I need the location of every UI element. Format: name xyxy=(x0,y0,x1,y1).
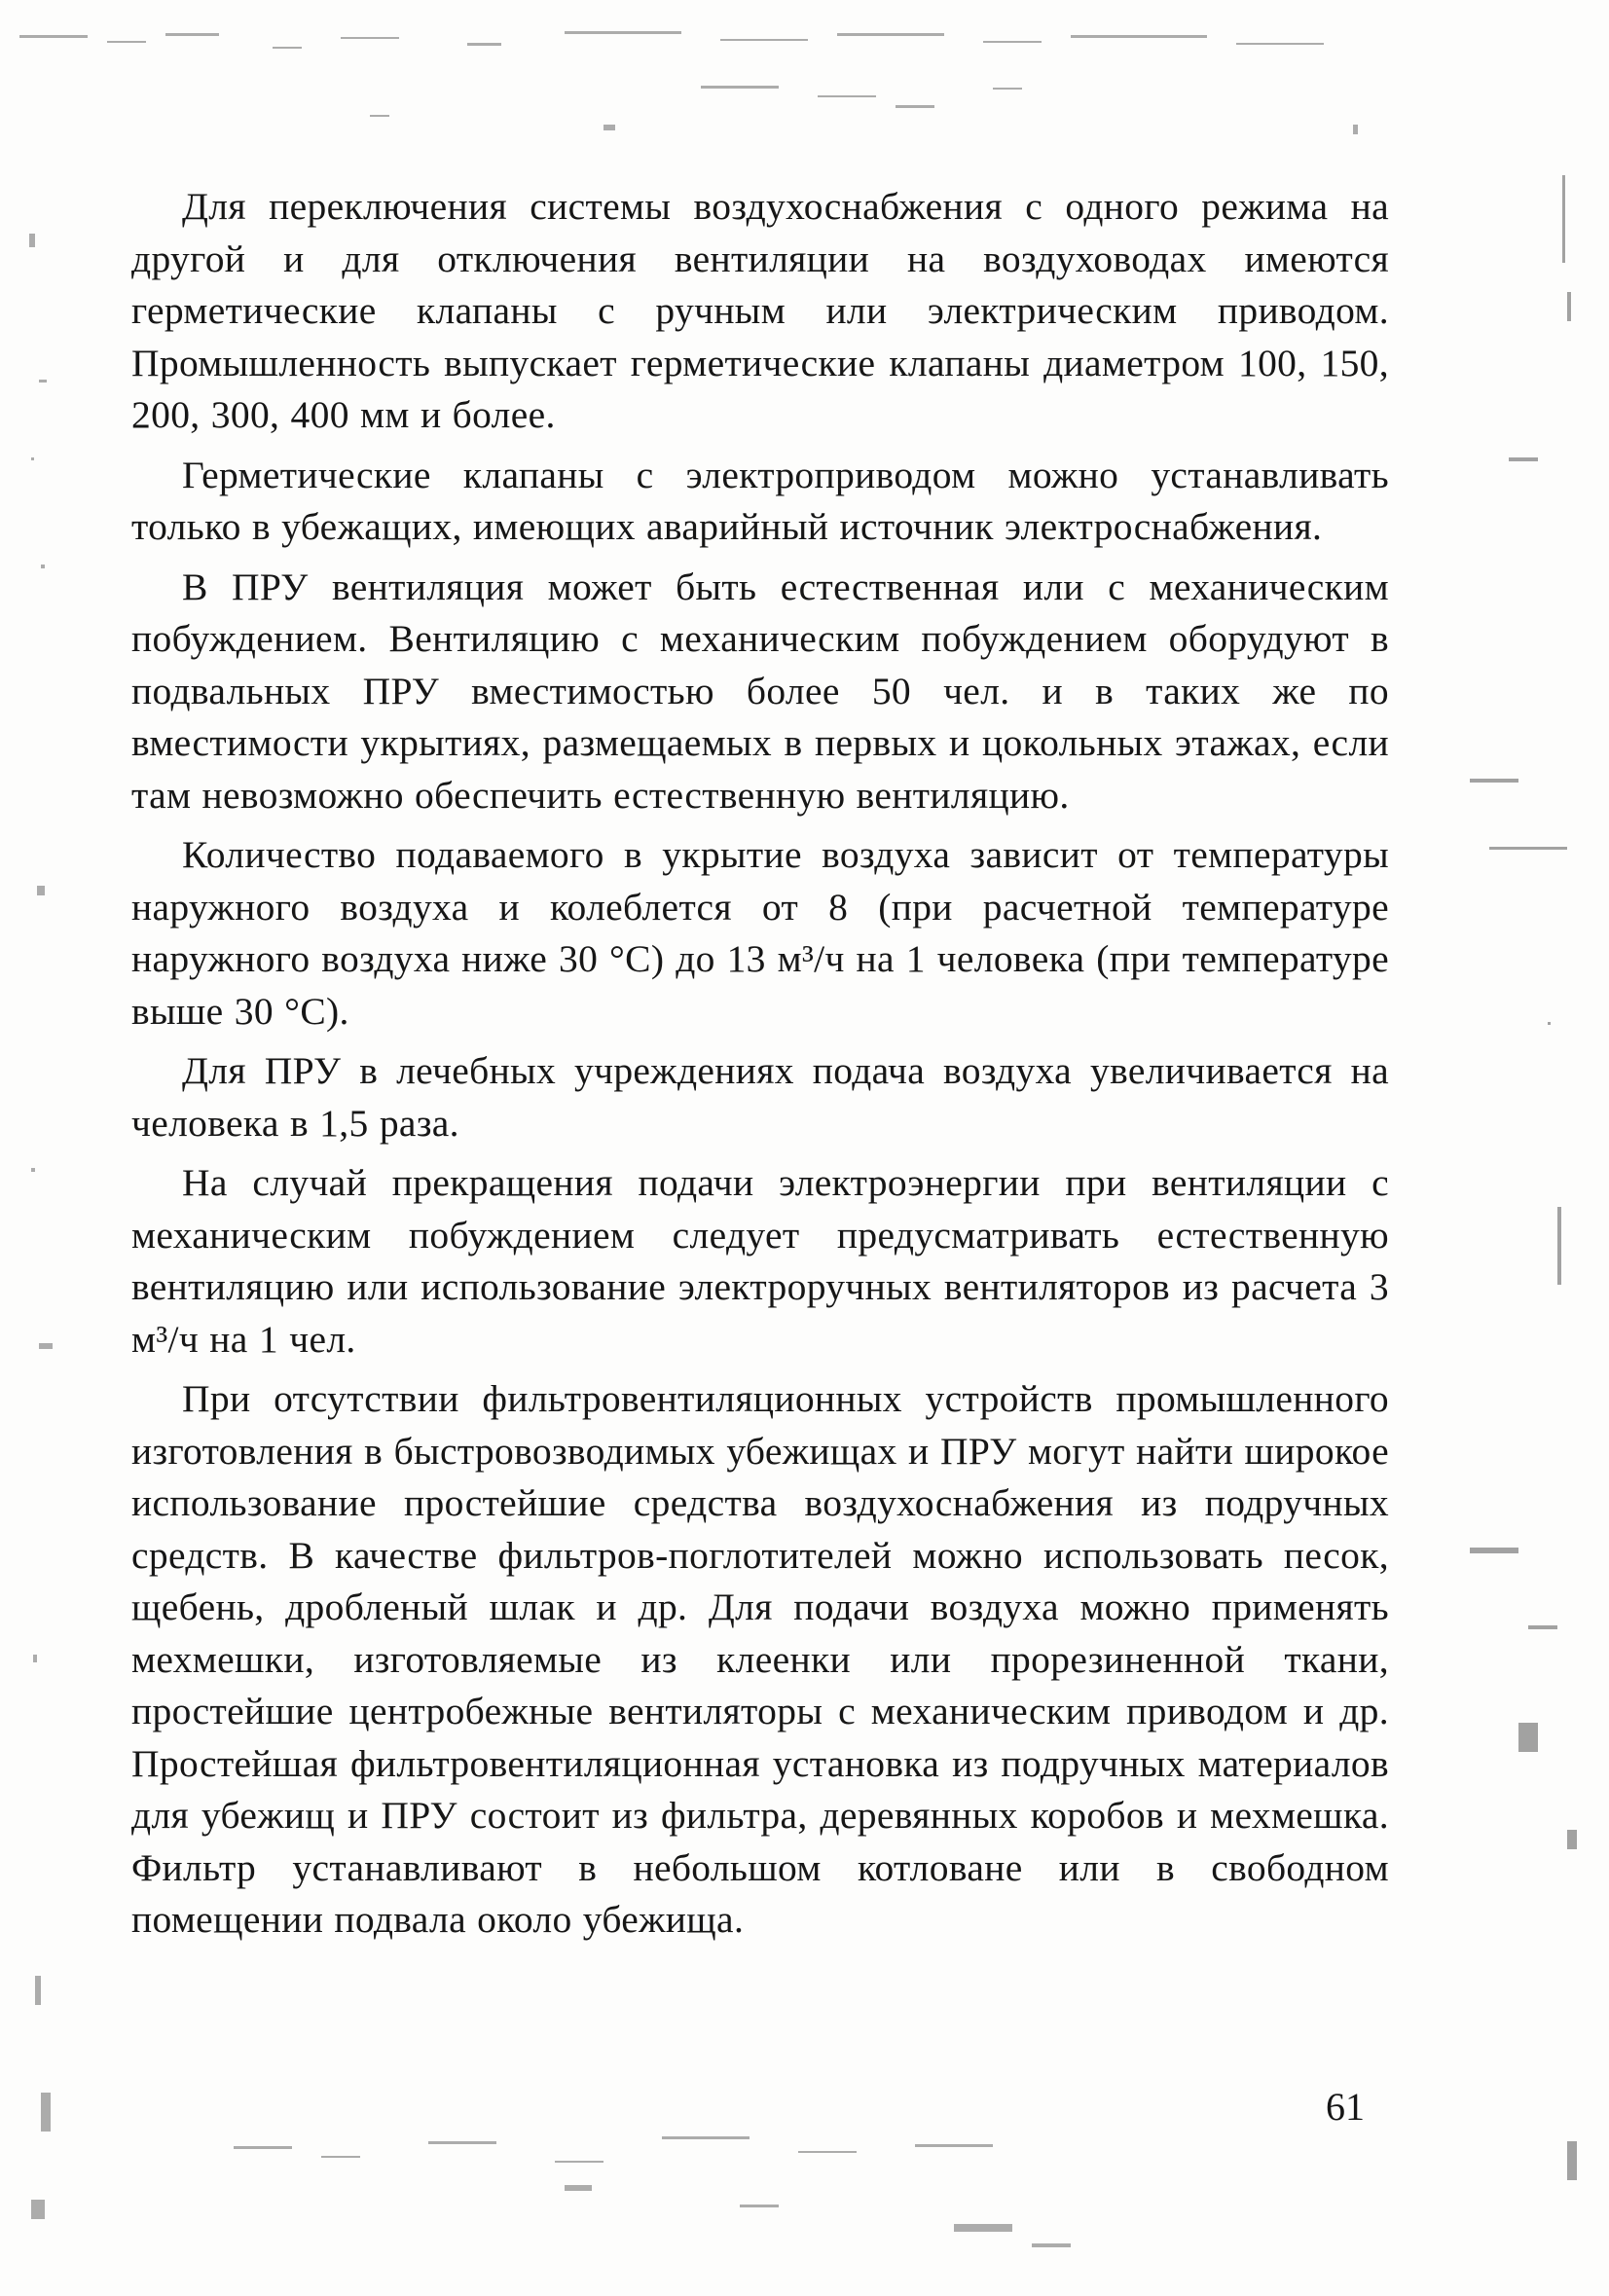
paragraph-electric-valves: Герметические клапаны с электроприводом можно устанавливать только в убежащих, имеющих аварийный источник электроснабжения. xyxy=(131,453,1389,548)
paragraph-improvised-means: При отсутствии фильтровентиляционных устройств промышленного изготовления в быстровозводимых убежищах и ПРУ могут найти широкое использование простейшие средства воздухоснабжения из подручных средств. В качестве фильтров-поглотителей можно использовать песок, щебень, дробленый шлак и др. Для подачи воздуха можно применять мехмешки, изготовляемые из клеенки или прорезиненной ткани, простейшие центробежные вентиляторы с механическим приводом и др. Простейшая фильтровентиляционная установка из подручных материалов для убежищ и ПРУ состоит из фильтра, деревянных коробов и мехмешка. Фильтр устанавливают в небольшом котловане или в свободном помещении подвала около убежища. xyxy=(131,1377,1389,1941)
scan-noise-top xyxy=(19,27,1382,144)
paragraph-pru-ventilation: В ПРУ вентиляция может быть естественная или с механическим побуждением. Вентиляцию с механическим побуждением оборудуют в подвальных ПРУ вместимостью более 50 чел. и в таких же по вместимости укрытиях, размещаемых в первых и цокольных этажах, если там невозможно обеспечить естественную вентиляцию. xyxy=(131,565,1389,817)
scan-noise-right xyxy=(1431,146,1596,2239)
scan-noise-left xyxy=(19,146,78,2239)
paragraph-power-outage: На случай прекращения подачи электроэнергии при вентиляции с механическим побуждением следует предусматривать естественную вентиляцию или использование электроручных вентиляторов из расчета 3 м³/ч на 1 чел. xyxy=(131,1161,1389,1361)
paragraph-air-quantity: Количество подаваемого в укрытие воздуха зависит от температуры наружного воздуха и колеблется от 8 (при расчетной температуре наружного воздуха ниже 30 °С) до 13 м³/ч на 1 человека (при температуре выше 30 °С). xyxy=(131,833,1389,1033)
text-column xyxy=(131,181,1389,1954)
scan-noise-bottom xyxy=(234,2117,1207,2263)
paragraph-medical-pru: Для ПРУ в лечебных учреждениях подача воздуха увеличивается на человека в 1,5 раза. xyxy=(131,1049,1389,1145)
page-number: 61 xyxy=(1326,2085,1365,2129)
paragraph-hermetic-valves: Для переключения системы воздухоснабжения с одного режима на другой и для отключения вентиляции на воздуховодах имеются герметические клапаны с ручным или электрическим приводом. Промышленность выпускает герметические клапаны диаметром 100, 150, 200, 300, 400 мм и более. xyxy=(131,185,1389,436)
